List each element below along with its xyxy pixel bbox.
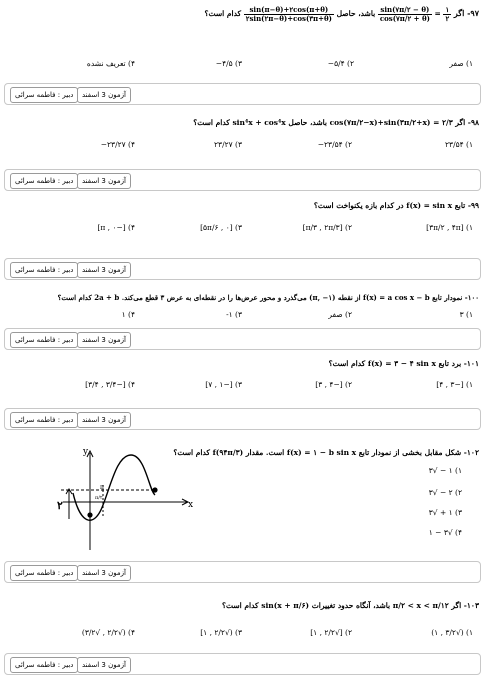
exam-tag[interactable]: آزمون 3 اسفند [77,173,131,189]
question-97 [0,0,487,110]
option-3[interactable]: ۳) ۴/۵− [215,59,242,68]
question-footer [4,653,481,675]
question-stem: ۱۰۰- نمودار تابع f(x) = a cos x − b از نقطه (π, −۱) می‌گذرد و محور عرض‌ها را در نقطه‌ای به عرض ۳ قطع می‌کند. 2a + b کدام است؟ [57,293,479,302]
option-4[interactable]: ۴) ۱ [121,310,135,319]
question-footer [4,83,481,105]
author-tag[interactable]: دبیر : فاطمه سرائی [10,87,78,103]
option-2[interactable]: ۲) [π/۳ , ۲π/۳] [302,223,352,232]
option-3[interactable]: ۳) [۰ , ۵π/۶] [200,223,242,232]
exam-tag[interactable]: آزمون 3 اسفند [77,565,131,581]
option-2[interactable]: ۲) صفر [328,310,352,319]
level-label: ۲ [57,499,63,512]
option-2[interactable]: ۲) [−۴ , ۳] [315,380,352,389]
exam-tag[interactable]: آزمون 3 اسفند [77,657,131,673]
x-axis-label: x [188,500,194,510]
exam-tag[interactable]: آزمون 3 اسفند [77,87,131,103]
sine-graph [55,445,200,555]
option-3[interactable]: ۳) ۲۳/۲۷ [214,140,242,149]
author-tag[interactable]: دبیر : فاطمه سرائی [10,565,78,581]
question-stem: ۹۹- تابع f(x) = sin x در کدام بازه یکنواخت است؟ [313,201,479,210]
author-tag[interactable]: دبیر : فاطمه سرائی [10,412,78,428]
option-2[interactable]: ۲) [√۲/۲ , ۱] [310,628,352,637]
option-1[interactable]: ۱) ۲۳/۵۴ [445,140,473,149]
author-tag[interactable]: دبیر : فاطمه سرائی [10,262,78,278]
option-1[interactable]: ۱) [−۳ , ۴] [436,380,473,389]
option-3[interactable]: ۳) ۱ + √۳ [428,508,462,517]
pi-half-label: π/۲ [95,495,103,501]
curve-point [152,487,157,492]
pi-label: π [100,484,104,491]
question-100 [0,283,487,353]
option-1[interactable]: ۱) ۳ [459,310,473,319]
option-3[interactable]: ۳) ۱- [226,310,242,319]
author-tag[interactable]: دبیر : فاطمه سرائی [10,173,78,189]
question-stem: ۱۰۳- اگر π/۲ < x < π/۱۲ باشد، آنگاه حدود تغییرات sin(x + π/۶) کدام است؟ [222,601,479,610]
option-1[interactable]: ۱) [۳π/۲ , ۴π] [426,223,473,232]
option-2[interactable]: ۲) ۲ − √۳ [428,488,462,497]
curve-point [87,512,92,517]
exam-tag[interactable]: آزمون 3 اسفند [77,262,131,278]
author-tag[interactable]: دبیر : فاطمه سرائی [10,332,78,348]
question-stem: ۹۸- اگر cos(۷π/۲−x)+sin(۳π/۲+x) = ۲/۳ باشد، حاصل sin⁴x + cos⁴x کدام است؟ [193,118,479,127]
option-3[interactable]: ۳) (√۲/۲ , ۱] [200,628,242,637]
question-103 [0,588,487,688]
question-stem: ۱۰۱- برد تابع f(x) = ۳ − ۴ sin x کدام است؟ [328,359,479,368]
exam-tag[interactable]: آزمون 3 اسفند [77,332,131,348]
question-98 [0,110,487,195]
option-1[interactable]: ۱) ۱ − √۳ [428,466,462,475]
exam-tag[interactable]: آزمون 3 اسفند [77,412,131,428]
option-4[interactable]: ۴) [−π , ۰] [97,223,135,232]
question-footer [4,169,481,191]
y-axis-label: y [83,447,89,457]
option-1[interactable]: ۱) (√۳/۲ , ۱) [431,628,473,637]
question-stem: ۹۷- اگر $\frac{۱}{۲}$ = $\frac{\sin(۷\pi/۲ - \theta)}{\cos(۷\pi/۲ + \theta)}$ باشد، حاصل $\frac{\sin(\pi-\theta)+۲\cos(\pi+\theta)}{۲\sin(۲\pi-\theta)+\cos(۳\pi+\theta)}$ کدام است؟ [204,5,479,23]
option-4[interactable]: ۴) √۳ − ۱ [428,528,462,537]
sine-curve [73,455,155,520]
question-101 [0,353,487,433]
question-99 [0,195,487,283]
question-102 [0,433,487,588]
option-2[interactable]: ۲) ۲۳/۵۴− [317,140,352,149]
option-4[interactable]: ۴) [−۳/۴ , ۳/۴] [85,380,135,389]
option-3[interactable]: ۳) [−۱ , ۷] [205,380,242,389]
option-4[interactable]: ۴) ۲۳/۲۷− [100,140,135,149]
option-1[interactable]: ۱) صفر [449,59,473,68]
question-footer [4,561,481,583]
question-footer [4,408,481,430]
option-4[interactable]: ۴) (√۲/۲ , √۳/۲) [81,628,135,637]
question-footer [4,258,481,280]
question-stem: ۱۰۲- شکل مقابل بخشی از نمودار تابع f(x) = ۱ − b sin x است. مقدار f(۹۴π/۳) کدام است؟ [173,448,479,457]
question-footer [4,328,481,350]
option-4[interactable]: ۴) تعریف نشده [86,59,135,68]
option-2[interactable]: ۲) ۵/۴− [327,59,354,68]
author-tag[interactable]: دبیر : فاطمه سرائی [10,657,78,673]
